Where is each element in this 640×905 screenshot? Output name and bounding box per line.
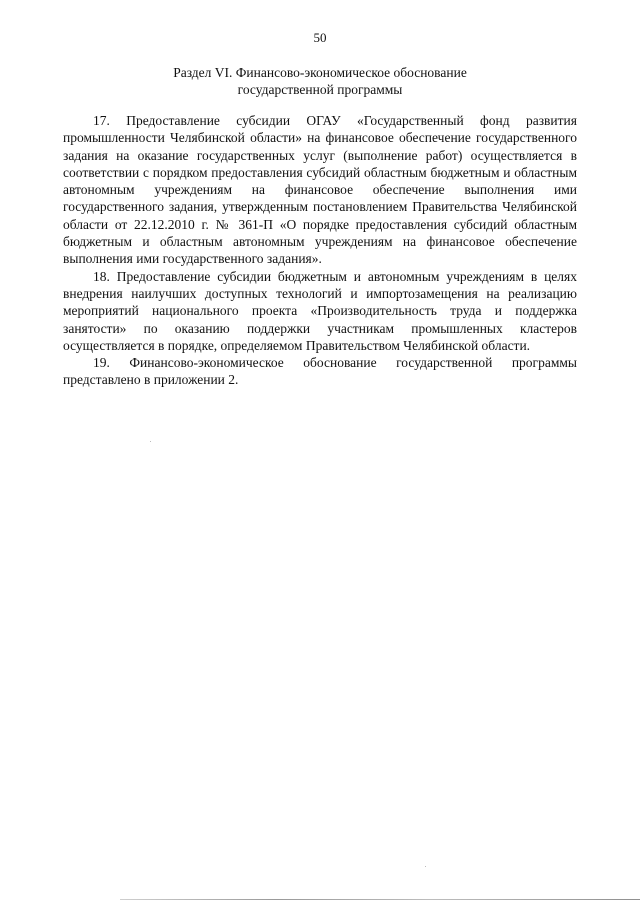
scan-artifact-dot [150,441,151,442]
scan-edge-line [120,899,640,900]
section-title-line-1: Раздел VI. Финансово-экономическое обоснование [173,65,467,80]
section-title-line-2: государственной программы [237,82,403,97]
page-number: 50 [313,30,327,45]
paragraph-17: 17. Предоставление субсидии ОГАУ «Государственный фонд развития промышленности Челябинской области» на финансовое обеспечение государственного задания на оказание государственных услуг (выполнение работ) осуществляется в соответствии с порядком предоставления субсидий областным бюджетным и областным автономным учреждениям на финансовое обеспечение выполнения ими государственного задания, утвержденным постановлением Правительства Челябинской области от 22.12.2010 г. № 361-П «О порядке предоставления субсидий областным бюджетным и областным автономным учреждениям на финансовое обеспечение выполнения ими государственного задания». [63,113,577,267]
paragraph-18: 18. Предоставление субсидии бюджетным и автономным учреждениям в целях внедрения наилучших доступных технологий и импортозамещения на реализацию мероприятий национального проекта «Производительность труда и поддержка занятости» по оказанию поддержки участникам промышленных кластеров осуществляется в порядке, определяемом Правительством Челябинской области. [63,268,577,353]
section-title [60,64,580,98]
scan-artifact-dot [425,866,426,867]
paragraph-19: 19. Финансово-экономическое обоснование государственной программы представлено в приложении 2. [63,355,577,388]
body-text [63,112,577,389]
